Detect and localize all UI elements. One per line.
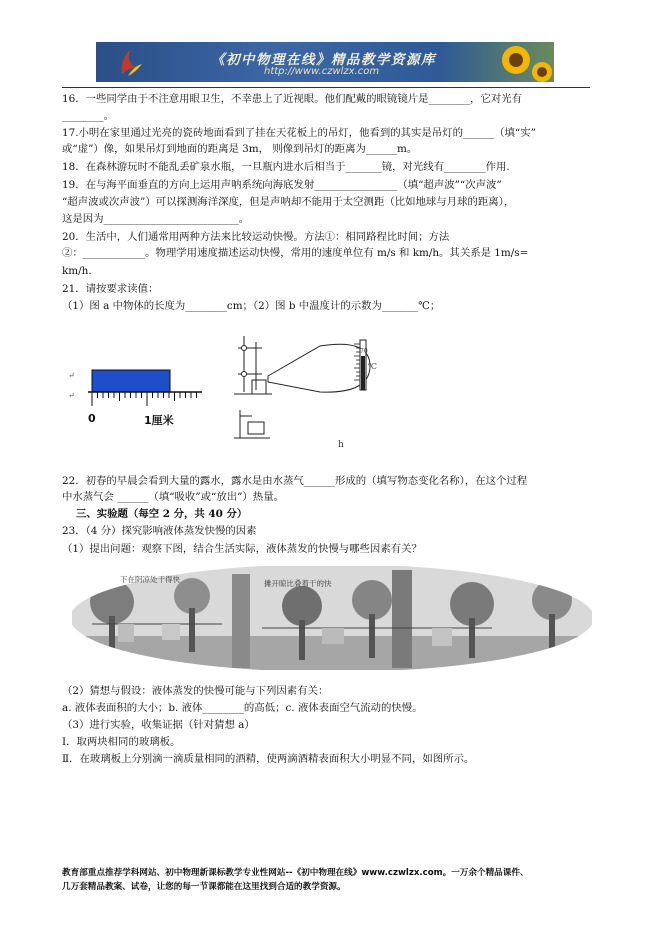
footer-line1: 教育部重点推荐学科网站、初中物理新课标教学专业性网站--《初中物理在线》www.czwlzx.com。一万余个精品课件、 <box>62 868 529 878</box>
banner-title: 《初中物理在线》精品教学资源库 <box>211 52 436 68</box>
figure-a-ruler <box>64 360 204 430</box>
figure-b-thermometer <box>228 330 378 455</box>
figure-b-mark: h <box>338 440 344 450</box>
q20-line2: ②：____________。物理学用速度描述运动快慢，常用的速度单位有 m/s 和 km/h。其关系是 1m/s= <box>62 247 529 259</box>
q23-title: 23．（4 分）探究影响液体蒸发快慢的因素 <box>62 525 257 537</box>
site-logo-icon <box>114 46 144 78</box>
q17-line2: 或“虚”）像，如果吊灯到地面的距离是 3m， 则像到吊灯的距离为______m。 <box>62 143 418 155</box>
evaporation-scene <box>72 566 592 670</box>
thermometer-unit-label: ℃ <box>368 362 377 371</box>
svg-text:↵: ↵ <box>68 391 75 400</box>
q19-line3: 这是因为__________________________。 <box>62 213 250 225</box>
q23-part1: （1）提出问题：观察下图，结合生活实际，液体蒸发的快慢与哪些因素有关？ <box>62 543 422 555</box>
q19-line1: 19．在与海平面垂直的方向上运用声呐系统向海底发射________________（填“超声波”“次声波” <box>62 179 502 191</box>
q23-part2: （2）猜想与假设：液体蒸发的快慢可能与下列因素有关： <box>62 685 329 697</box>
q19-line2: “超声波或次声波”）可以探测海洋深度，但是声呐却不能用于太空测距（比如地球与月球的距离）， <box>62 196 515 208</box>
header-banner <box>96 42 554 82</box>
q16-line2: ________。 <box>62 110 114 122</box>
ruler-tick-0: 0 <box>88 412 96 425</box>
q23-step1: Ⅰ．取两块相同的玻璃板。 <box>62 736 181 748</box>
q23-step2: Ⅱ．在玻璃板上分别滴一滴质量相同的酒精，使两滴酒精表面积大小明显不同，如图所示。 <box>62 753 475 765</box>
q21-line1: 21．请按要求读值： <box>62 283 159 295</box>
q22-line2: 中水蒸气会 ______（填“吸收”或“放出”）热量。 <box>62 491 284 503</box>
header-rule <box>62 87 590 88</box>
ruler-diagram <box>64 360 204 430</box>
svg-text:↵: ↵ <box>68 371 75 380</box>
q21-line2: （1）图 a 中物体的长度为________cm；（2）图 b 中温度计的示数为_______℃； <box>62 300 441 312</box>
thermometer-scale-label: 70 <box>360 348 368 355</box>
q23-part2-options: a. 液体表面积的大小；b. 液体________的高低；c. 液体表面空气流动的快慢。 <box>62 702 423 714</box>
q18-line: 18．在森林游玩时不能乱丢矿泉水瓶，一旦瓶内进水后相当于_______镜，对光线有________作用. <box>62 161 510 173</box>
sunflower-icon <box>486 42 554 82</box>
banner-url: http://www.czwlzx.com <box>264 66 380 77</box>
section3-heading: 三、实验题（每空 2 分，共 40 分） <box>76 508 248 520</box>
footer-line2: 几万套精品教案、试卷，让您的每一节课都能在这里找到合适的教学资源。 <box>62 882 346 892</box>
q22-line1: 22．初春的早晨会看到大量的露水，露水是由水蒸气______形成的（填写物态变化名称），在这个过程 <box>62 475 528 487</box>
q23-part3: （3）进行实验，收集证据（针对猜想 a） <box>62 719 255 731</box>
scene-caption-right: 摊开晾比叠着干的快 <box>264 579 332 588</box>
scene-caption-left: 下在阴凉处干得快 <box>120 575 180 584</box>
q16-line1: 16．一些同学由于不注意用眼卫生，不幸患上了近视眼。他们配戴的眼镜镜片是________，它对光有 <box>62 93 523 105</box>
q20-line3: km/h. <box>62 265 92 277</box>
q20-line1: 20．生活中，人们通常用两种方法来比较运动快慢。方法①：相同路程比时间；方法 <box>62 231 450 243</box>
ruler-tick-1: 1厘米 <box>144 414 174 427</box>
q17-line1: 17.小明在家里通过光亮的瓷砖地面看到了挂在天花板上的吊灯，他看到的其实是吊灯的______（填“实” <box>62 127 536 139</box>
thermometer-diagram <box>228 330 378 455</box>
